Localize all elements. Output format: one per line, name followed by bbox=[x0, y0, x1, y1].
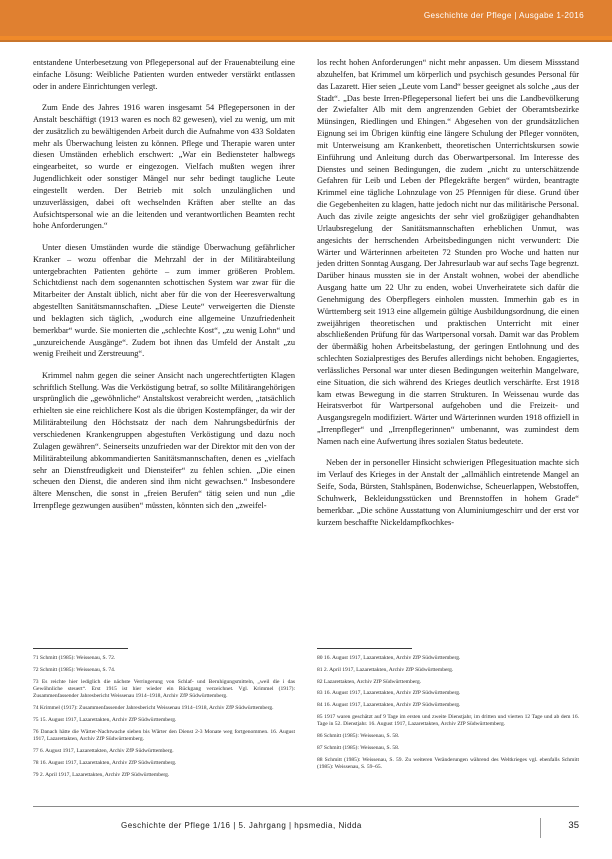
footnote-item: 81 2. April 1917, Lazarettakten, Archiv ZfP Südwürttemberg. bbox=[317, 666, 454, 673]
page-footer bbox=[33, 818, 579, 840]
footnote-item: 84 16. August 1917, Lazarettakten, Archiv ZfP Südwürttemberg. bbox=[317, 702, 461, 709]
footnote-item: 72 Schmitt (1985): Weissenau, S. 74. bbox=[33, 666, 116, 673]
footer-divider bbox=[540, 818, 541, 838]
footnote-item: 75 15. August 1917, Lazarettakten, Archiv ZfP Südwürttemberg. bbox=[33, 717, 177, 723]
footnote-separator-rule bbox=[33, 648, 128, 649]
footer-separator-rule bbox=[33, 806, 579, 807]
paragraph: Unter diesen Umständen wurde die ständige Überwachung gefährlicher Kranker – wozu offenbar die Mehrzahl der in der Militärabteilung untergebrachten Patienten gehörte – zum immer größeren Problem. Schichtdienst nach dem sogenannten schottischen System war zwar für die Mitarbeiter der Anstalt üblich, nicht aber für die von der Heeresverwaltung abgestellten Sanitätsmannschaften. „Diese Leute“ verweigerten die Dienste und beklagten sich täglich, „wodurch eine allgemeine Unzufriedenheit bemerkbar“ wurde. Sie monierten die „schlechte Kost“, „zu wenig Lohn“ und „unzureichende Ausgänge“. Zudem bot ihnen das Umfeld der Anstalt „zu wenig Freiheit und Zerstreuung“. bbox=[33, 242, 295, 359]
footnote-item: 83 16. August 1917, Lazarettakten, Archiv ZfP Südwürttemberg. bbox=[317, 690, 461, 697]
footnote-column-left bbox=[33, 648, 295, 783]
footnote-separator-rule bbox=[317, 648, 412, 649]
footnote-item: 85 1917 waren geschätzt auf 9 Tage im ersten und zweite Dienstjahr, im dritten und vierten 12 Tage und ab dem 16. Tage in 52. Dienstjahr. 16. August 1917, Lazarettakten, Archiv ZfP Südwürttemberg. bbox=[317, 713, 579, 728]
header-rule-thin bbox=[0, 40, 612, 42]
footnote-item: 74 Krimmel (1917): Zusammenfassender Jahresbericht Weissenau 1914–1918, Archiv ZfP Südwürttemberg. bbox=[33, 705, 274, 712]
footnote-item: 88 Schmitt (1985): Weissenau, S. 59. Zu weiteren Veränderungen während des Weltkrieges vgl. ebenfalls Schmitt (1985): Weissenau, S. 59–65. bbox=[317, 756, 579, 771]
footnote-item: 76 Danach hätte die Wärter-Nachtwache sieben bis Wärter den Dienst 2-3 Monate weg fortgenommen. 16. August 1917, Lazarettakten, Archiv ZfP Südwürttemberg. bbox=[33, 728, 295, 743]
footnote-item: 87 Schmitt (1985): Weissenau, S. 58. bbox=[317, 744, 400, 751]
paragraph: Neben der in personeller Hinsicht schwierigen Pflegesituation machte sich im Verlauf des Krieges in der Anstalt der „allmählich eintretende Mangel an Seife, Soda, Bürsten, Stahlspänen, Bodenwichse, Scheuerlappen, Webstoffen, Schuhwerk, Bekleidungsstücken und Brennstoffen in hohem Grade“ bemerkbar. „Die schöne Ausstattung von Aluminiumgeschirr und der erst vor kurzem beschaffte Nickeldampfkochkes- bbox=[317, 458, 579, 527]
footnotes-section bbox=[33, 648, 579, 783]
footnote-item: 80 16. August 1917, Lazarettakten, Archiv ZfP Südwürttemberg. bbox=[317, 655, 461, 661]
footnote-item: 73 Es reichte hier lediglich die nächste Verringerung von Schlaf- und Beruhigungsmitteln, „weil die i das Gewöhnliche steuert“. Erst 1915 ist hier wieder ein Rückgang verzeichnet. Vgl. Krimmel (1917): Zusammenfassender Jahresbericht Weissenau 1914–1918, Archiv ZfP Südwürttemberg. bbox=[33, 678, 295, 700]
text-column-left bbox=[33, 57, 295, 512]
paragraph: entstandene Unterbesetzung von Pflegepersonal auf der Frauenabteilung eine einfache Lösung: Weibliche Patienten wurden entweder verstärkt entlassen oder in andere Einrichtungen verlegt. bbox=[33, 58, 295, 91]
page-header-band bbox=[0, 0, 612, 36]
footer-publication-info: Geschichte der Pflege 1/16 | 5. Jahrgang | hpsmedia, Nidda bbox=[121, 821, 362, 830]
text-columns bbox=[33, 57, 579, 528]
paragraph: Krimmel nahm gegen die seiner Ansicht nach ungerechtfertigten Klagen schriftlich Stellung. Was die Verköstigung betraf, so sollte Militärangehörigen ursprünglich die „gewöhnliche“ Anstaltskost verabreicht werden, „tatsächlich erhielten sie eine reichlichere Kost als die übrigen Kostempfänger, da wir der Militärabteilung den Höchstsatz der nach dem Nahrungsbedürfnis der verschiedenen Krankengruppen abgestuften Verköstigung und dazu noch Zulagen gewähren“. Seinerseits unzufrieden war der Direktor mit den von der Militärabteilung abkommandierten Sanitätsmannschaften, denen es „vielfach sehr an Dienstfreudigkeit und Diensteifer“ zu fehlen schien. „Die einen scheuen den Dienst, die anderen sind ihm nicht gewachsen.“ Insbesondere ältere Menschen, die sonst in „freien Berufen“ tätig seien und nun „die Irrenpflege gezwungen ausüben“ müssten, könnten sich den „zweifel- bbox=[33, 370, 295, 511]
paragraph: los recht hohen Anforderungen“ nicht mehr anpassen. Um diesem Missstand abzuhelfen, bat Krimmel um körperlich und psychisch gesundes Personal für das Lazarett. Hier seien „Leute vom Land“ besser geeignet als solche „aus der Stadt“. „Das beste Irren-Pflegepersonal liefert bei uns die Landbevölkerung der Zwiefalter Alb mit dem angrenzenden Gebiet der Oberamtsbezirke Münsingen, Riedlingen und Ehingen.“ Abgesehen von der grundsätzlichen Eignung sei im Übrigen künftig eine längere Schulung der Pfleger vonnöten, mit Unterweisung am Krankenbett, theoretischen Unterrichtskursen sowie Einführung und Anleitung durch das Oberwartpersonal. Im Interesse des Dienstes und seinen Bedingungen, die zudem „nicht zu unterschätzende Gefahren für Leib und Leben der Pflegekräfte bergen“ würden, beantragte Krimmel eine tägliche Lohnzulage von 25 Pfennigen für diese. Grund über die Gegebenheiten zu klagen, hatte jedoch nicht nur das militärische Personal. Auch das zivile zeigte angesichts der sehr viel großzügiger gehandhabten Urlaubsregelung der Sanitätsmannschaften erheblichen Unmut, was angesichts der herrschenden Arbeitsbedingungen nicht verwundert: Die Wärter und Wärterinnen arbeiteten 72 Stunden pro Woche und hatten nur jeden dritten Sonntag Ausgang. Der Jahresurlaub war auf sechs Tage begrenzt. Darüber hinaus mussten sie in der Anstalt wohnen, wobei der abendliche Ausgang hatte um 22 Uhr zu enden, wobei Unverheiratete sich dafür die Genehmigung des Oberpflegers einholen mussten. Immerhin gab es in Württemberg seit 1913 eine allgemein gültige Ausbildungsordnung, die einen zweijährigen theoretischen und praktischen Unterricht mit einer abschließenden Prüfung für das Wartpersonal vorsah. Damit war das Problem der übermäßig hohen Arbeitsbelastung, der geringen Entlohnung und des schlechten Sozialprestiges des Berufes allerdings nicht behoben. Engagiertes, verlässliches Personal war unter diesen Bedingungen weiterhin Mangelware, eine Situation, die sich während des Krieges deutlich verschärfte. Erst 1918 kam etwas Bewegung in die starren Strukturen. In Weissenau wurde das Heiratsverbot für Wartpersonal aufgehoben und die Freizeit- und Ausgangsregeln modifiziert. Wärter und Wärterinnen wurden 1918 offiziell in „Irrenpfleger“ und „Irrenpflegerinnen“ umbenannt, was zumindest dem Namen nach eine Aufwertung ihres sozialen Status bedeutete. bbox=[317, 58, 580, 446]
footnote-item: 78 16. August 1917, Lazarettakten, Archiv ZfP Südwürttemberg. bbox=[33, 759, 177, 766]
header-publication-title: Geschichte der Pflege | Ausgabe 1-2016 bbox=[423, 11, 584, 20]
text-column-right bbox=[317, 57, 579, 528]
paragraph: Zum Ende des Jahres 1916 waren insgesamt 54 Pflegepersonen in der Anstalt beschäftigt (1913 waren es noch 82 gewesen), viel zu wenig, um mit der zusätzlich zu bewältigenden Arbeit durch die Aufnahme von 433 Soldaten mehr als Überwachung leisten zu können. Pflege und Therapie waren unter diesen Umständen erheblich erschwert: „War ein Bediensteter halbwegs eingearbeitet, so wurde er eingezogen. Vielfach mußten wegen ihrer Jugendlichkeit oder sonstiger Mängel nur sehr bedingt taugliche Leute eingestellt werden. Der Betrieb mit solch unzulänglichen und unzuverlässigen, dabei oft wechselnden Kräften aber stellte an das Aufsichtspersonal wie an die leitenden und verantwortlichen Beamten recht hohe Anforderungen.“ bbox=[33, 103, 295, 231]
footnote-item: 86 Schmitt (1985): Weissenau, S. 58. bbox=[317, 733, 400, 740]
footnote-item: 79 2. April 1917, Lazarettakten, Archiv ZfP Südwürttemberg. bbox=[33, 771, 170, 778]
footnote-item: 82 Lazarettakten, Archiv ZfP Südwürttemberg. bbox=[317, 678, 422, 685]
footnote-column-right bbox=[317, 648, 579, 776]
article-body bbox=[33, 57, 579, 528]
footnote-columns bbox=[33, 648, 579, 783]
page-number: 35 bbox=[568, 820, 579, 831]
footnote-item: 71 Schmitt (1985): Weissenau, S. 72. bbox=[33, 655, 116, 661]
footnote-item: 77 6. August 1917, Lazarettakten, Archiv ZfP Südwürttemberg. bbox=[33, 748, 174, 754]
